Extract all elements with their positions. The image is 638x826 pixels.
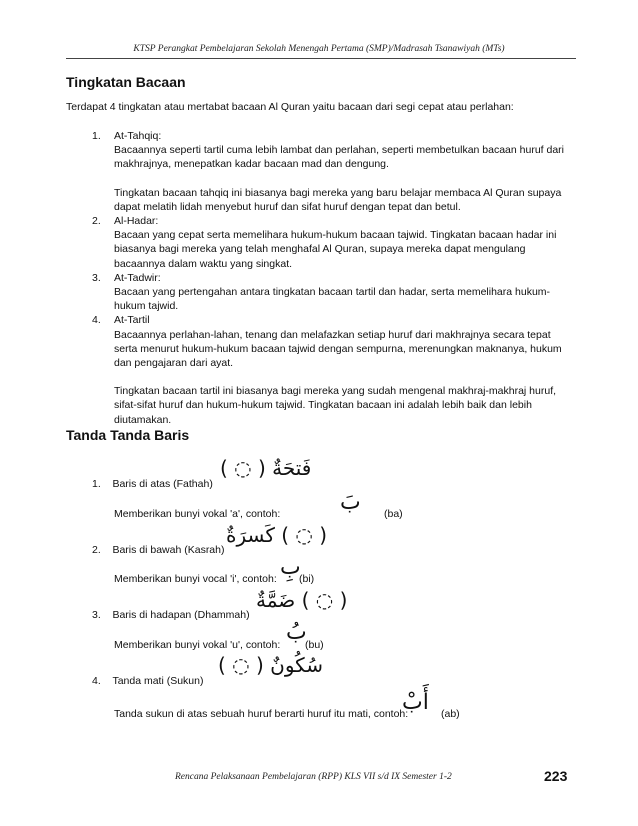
example-bi: (bi) [299, 573, 315, 585]
page-footer: Rencana Pelaksanaan Pembelajaran (RPP) KLS VII s/d IX Semester 1-2 [175, 772, 452, 782]
list-item: 1. At-Tahqiq: Bacaannya seperti tartil cuma lebih lambat dan perlahan, seperti membetulkan bacaan huruf dari makhrajnya, menepatkan kadar bacaan mad dan dengung. Tingkatan bacaan tahqiq ini biasanya bagi mereka yang baru belajar membaca Al Quran supaya dapat melatih lidah menyebut huruf dan sifat huruf dengan tepat dan betul. [92, 129, 568, 214]
example-ba: (ba) [384, 508, 403, 520]
tanda-item-fathah: 1. Baris di atas (Fathah) [92, 478, 213, 490]
tanda-item-kasrah: 2. Baris di bawah (Kasrah) [92, 544, 225, 556]
item-heading: At-Tartil [114, 314, 150, 327]
tanda-item-dhammah: 3. Baris di hadapan (Dhammah) [92, 609, 250, 621]
page-header: KTSP Perangkat Pembelajaran Sekolah Menengah Pertama (SMP)/Madrasah Tsanawiyah (MTs) [133, 44, 505, 54]
item-heading: At-Tahqiq: [114, 130, 162, 142]
arabic-name-fathah: فَتحَةٌ ( ◌ ) [220, 456, 312, 480]
tingkatan-list [92, 129, 568, 427]
tanda-desc-dhammah: Memberikan bunyi vokal 'u', contoh: [114, 639, 281, 651]
tanda-desc-sukun: Tanda sukun di atas sebuah huruf berarti huruf itu mati, contoh: [114, 708, 409, 720]
arabic-letter-ba-dhammah: بُ [286, 620, 307, 645]
header-divider [66, 58, 576, 59]
arabic-letter-ba-kasrah: بِ [280, 555, 301, 580]
page-number: 223 [544, 768, 568, 784]
tanda-desc-kasrah: Memberikan bunyi vocal 'i', contoh: [114, 573, 277, 585]
list-item: 4. At-Tartil Bacaannya perlahan-lahan, tenang dan melafazkan setiap huruf dari makhrajnya secara tepat serta menurut hukum-hukum bacaan tajwid dengan sempurna, merenungkan maknanya, hukum dan pengajaran dari ayat. Tingkatan bacaan tartil ini biasanya bagi mereka yang sudah mengenal makhraj-makhraj huruf, sifat-sifat huruf dan hukum-hukum tajwid. Tingkatan bacaan ini adalah lebih baik dan lebih diutamakan. [92, 313, 568, 426]
item-heading: At-Tadwir: [114, 271, 161, 284]
section-intro: Terdapat 4 tingkatan atau mertabat bacaan Al Quran yaitu bacaan dari segi cepat atau perlahan: [66, 101, 514, 113]
arabic-name-sukun: سُكُونٌ ( ◌ ) [218, 653, 323, 677]
arabic-letter-ab-sukun: أَبْ [402, 690, 429, 715]
list-item: 2. Al-Hadar: Bacaan yang cepat serta memelihara hukum-hukum bacaan tajwid. Tingkatan bacaan hadar ini biasanya bagi mereka yang telah menghafal Al Quran, supaya mereka dapat mengulang bacaannya dalam waktu yang singkat. [92, 214, 568, 271]
arabic-letter-ba-fathah: بَ [340, 490, 361, 515]
tanda-desc-fathah: Memberikan bunyi vokal 'a', contoh: [114, 508, 281, 520]
tanda-item-sukun: 4. Tanda mati (Sukun) [92, 675, 204, 687]
item-heading: Al-Hadar: [114, 215, 159, 228]
arabic-name-dhammah: ( ◌ ) ضَمَّةٌ [256, 588, 348, 612]
example-bu: (bu) [305, 639, 324, 651]
example-ab: (ab) [441, 708, 460, 720]
section-title-tanda-baris: Tanda Tanda Baris [66, 427, 190, 443]
list-item: 3. At-Tadwir: Bacaan yang pertengahan antara tingkatan bacaan tartil dan hadar, serta memelihara hukum- hukum tajwid. [92, 271, 568, 314]
section-title-tingkatan: Tingkatan Bacaan [66, 74, 186, 90]
arabic-name-kasrah: ( ◌ ) كَسرَةٌ [226, 523, 328, 547]
